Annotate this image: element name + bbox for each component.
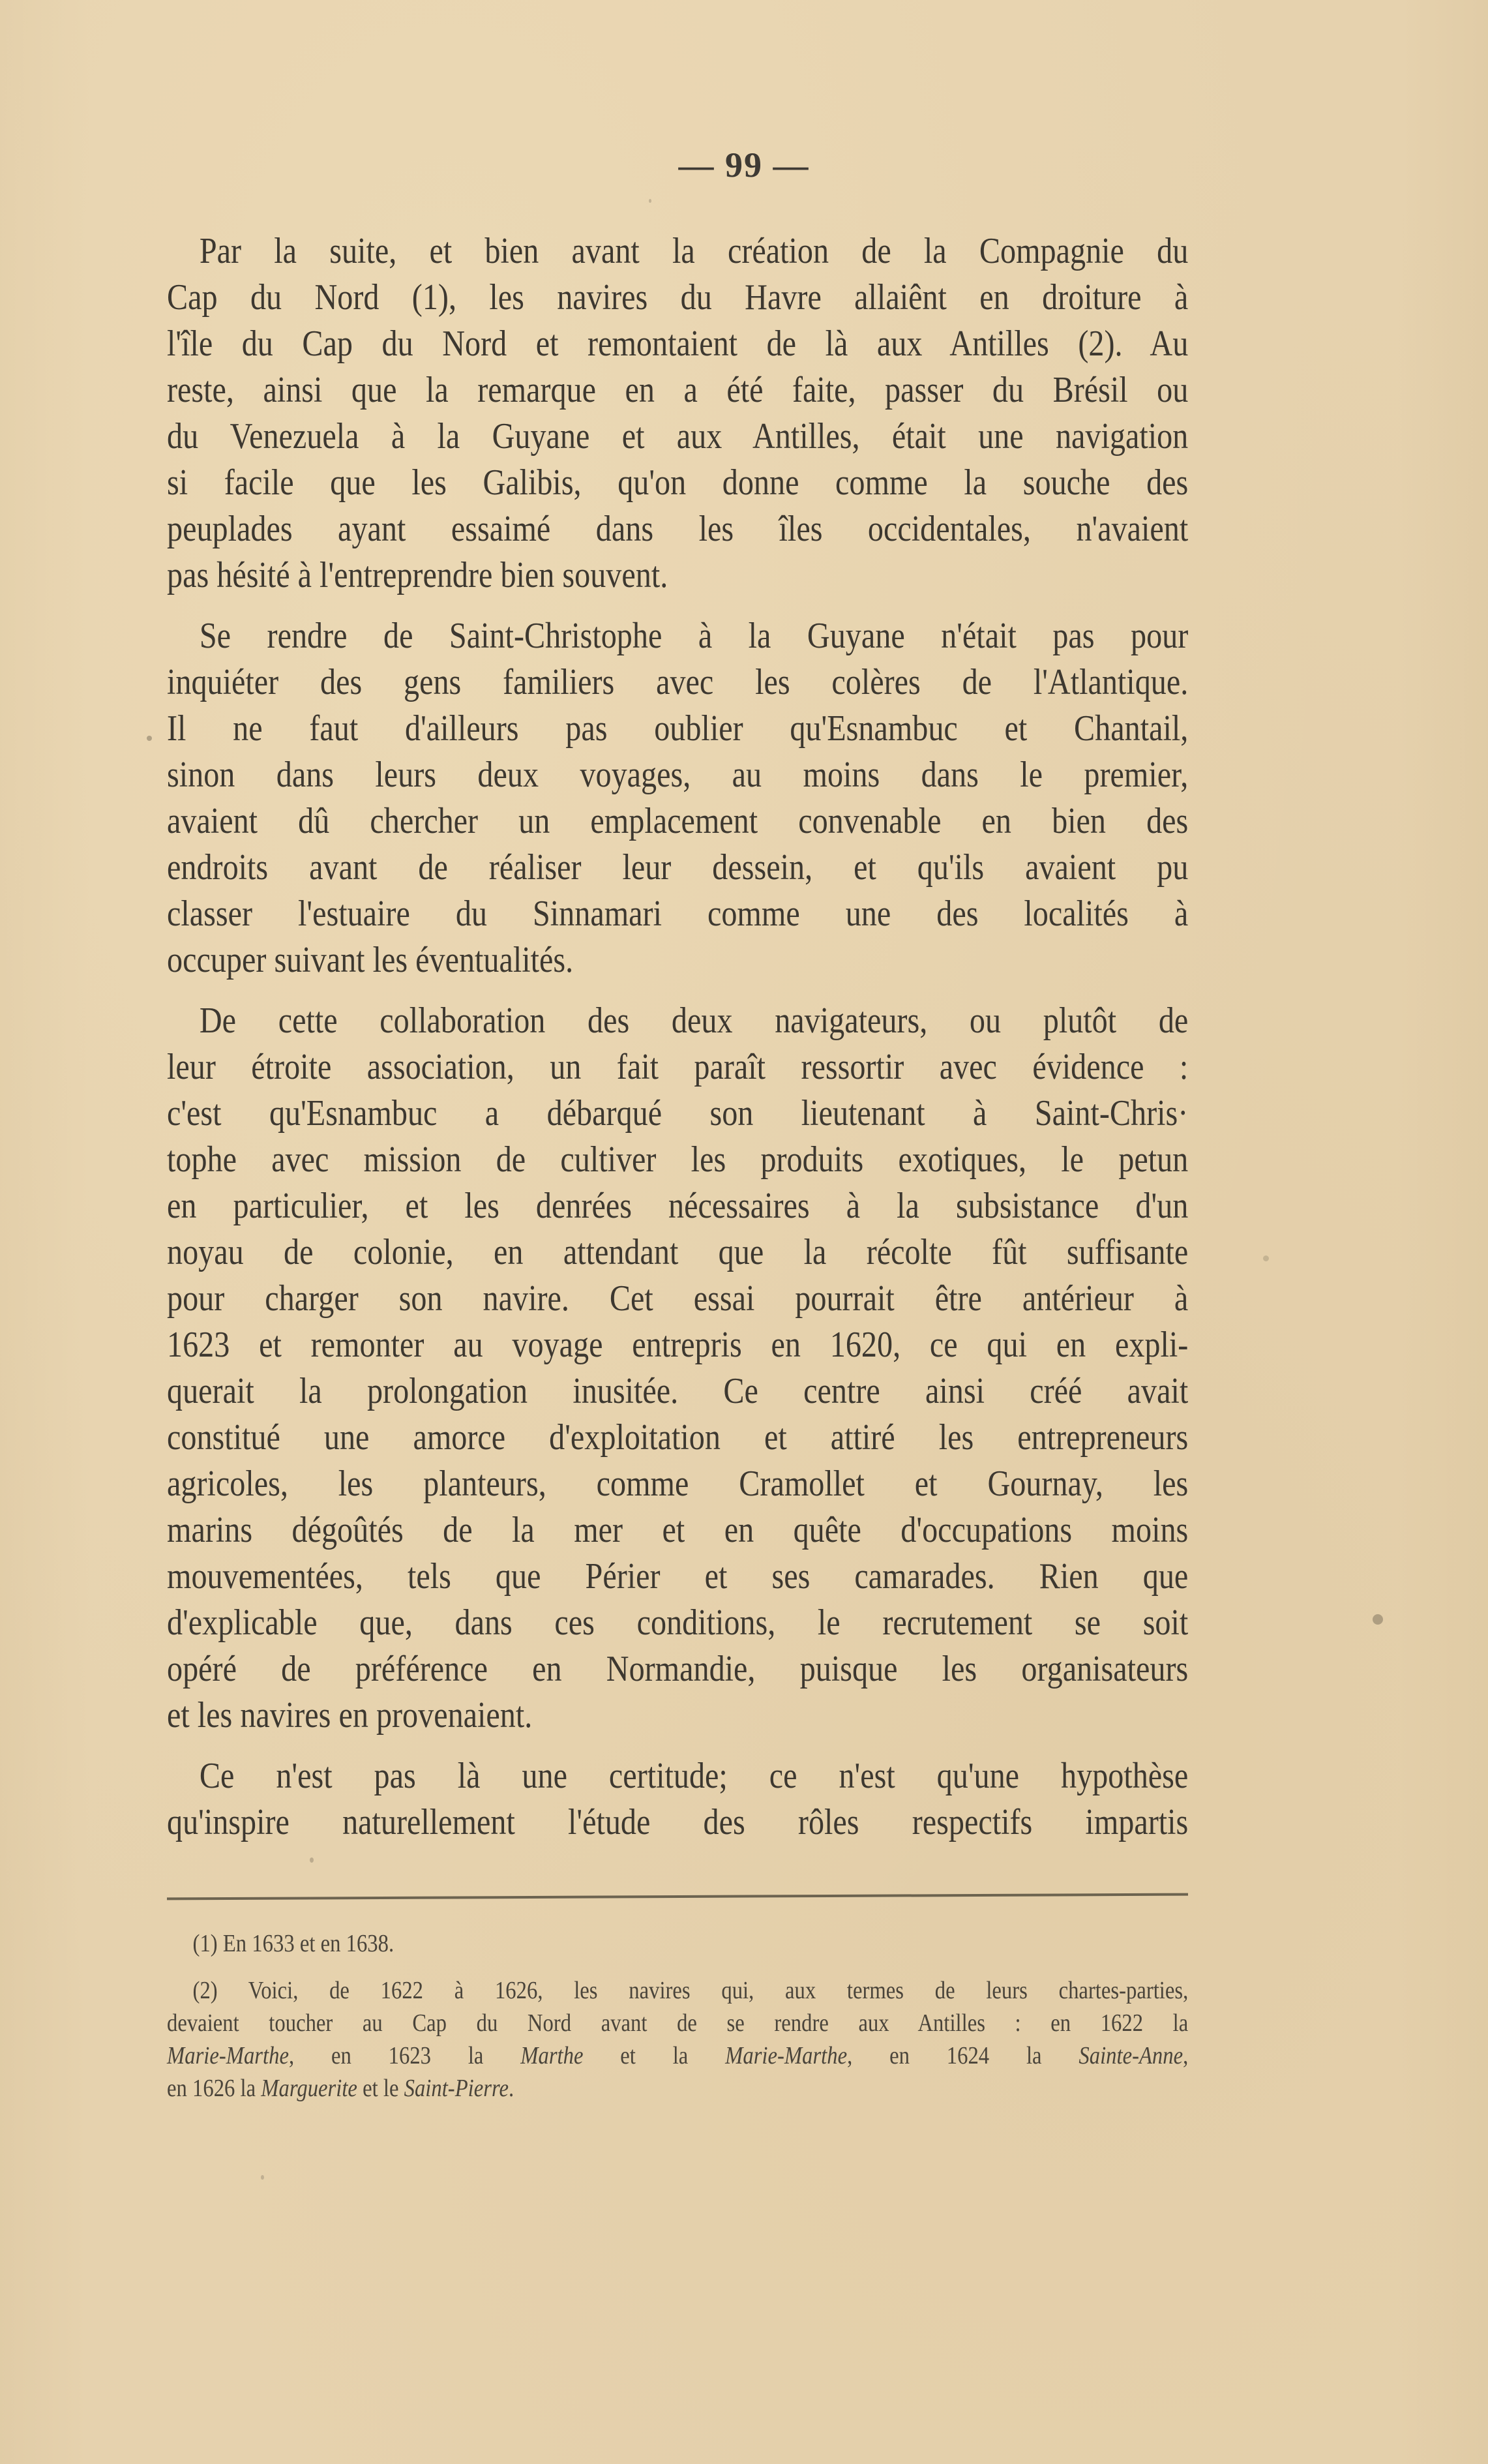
footnote-text: , en 1623 la [288,2042,521,2069]
footnote-text: . [508,2075,514,2102]
paper-speck [261,2175,264,2180]
footnote-line [167,2039,1188,2072]
text-line: d'explicable que, dans ces conditions, le recrutement se soit [167,1602,1189,1643]
ship-name: Marguerite [261,2075,357,2102]
text-line: marins dégoûtés de la mer et en quête d'occupations moins [167,1510,1189,1550]
paper-speck [649,199,651,203]
text-line: Ce n'est pas là une certitude; ce n'est qu'une hypothèse [199,1756,1189,1796]
footnote-text: devaient toucher au Cap du Nord avant de se rendre aux Antilles : en 1622 la [167,2009,1189,2037]
text-line: 1623 et remonter au voyage entrepris en 1620, ce qui en expli- [167,1325,1189,1365]
ship-name: Marie-Marthe [167,2042,289,2069]
footnote-text: (2) Voici, de 1622 à 1626, les navires qui, aux termes de leurs chartes-parties, [192,1977,1189,2004]
footnote-1 [167,1927,1188,1960]
text-line: qu'inspire naturellement l'étude des rôles respectifs impartis [167,1802,1189,1842]
text-line: Il ne faut d'ailleurs pas oublier qu'Esnambuc et Chantail, [167,708,1189,749]
text-line: querait la prolongation inusitée. Ce centre ainsi créé avait [167,1371,1189,1411]
ship-name: Sainte-Anne [1079,2042,1183,2069]
paper-speck [310,1857,314,1863]
text-line: leur étroite association, un fait paraît ressortir avec évidence : [167,1047,1189,1087]
text-line: tophe avec mission de cultiver les produits exotiques, le petun [167,1139,1189,1180]
text-line: agricoles, les planteurs, comme Cramollet et Gournay, les [167,1464,1189,1504]
text-line: endroits avant de réaliser leur dessein, et qu'ils avaient pu [167,847,1189,888]
text-line: mouvementées, tels que Périer et ses camarades. Rien que [167,1556,1189,1597]
footnote-line [167,1927,1188,1960]
footnote-2 [167,1974,1188,2105]
paragraph [167,998,1188,1739]
text-line: De cette collaboration des deux navigateurs, ou plutôt de [199,1000,1189,1041]
text-line: pour charger son navire. Cet essai pourrait être antérieur à [167,1278,1189,1319]
text-line: classer l'estuaire du Sinnamari comme une des localités à [167,894,1189,934]
text-line: en particulier, et les denrées nécessaires à la subsistance d'un [167,1186,1189,1226]
text-line: opéré de préférence en Normandie, puisque les organisateurs [167,1649,1189,1689]
ship-name: Saint-Pierre [404,2075,509,2102]
text-line: du Venezuela à la Guyane et aux Antilles, était une navigation [167,416,1189,457]
footnote-text: et le [357,2075,404,2102]
text-line: sinon dans leurs deux voyages, au moins dans le premier, [167,755,1189,795]
text-line: Par la suite, et bien avant la création de la Compagnie du [199,231,1189,271]
text-line: constitué une amorce d'exploitation et attiré les entrepreneurs [167,1417,1189,1458]
text-line: avaient dû chercher un emplacement convenable en bien des [167,801,1189,841]
ship-name: Marie-Marthe [725,2042,848,2069]
paper-speck [1263,1255,1269,1261]
footnote-text: , [1183,2042,1189,2069]
footnote-line [167,1974,1188,2007]
footnote-line [167,2072,1188,2105]
text-line: noyau de colonie, en attendant que la récolte fût suffisante [167,1232,1189,1272]
text-line: Se rendre de Saint-Christophe à la Guyane n'était pas pour [199,616,1189,656]
text-line: pas hésité à l'entreprendre bien souvent. [167,555,668,595]
paragraph [167,613,1188,984]
text-line: peuplades ayant essaimé dans les îles occidentales, n'avaient [167,509,1189,549]
ship-name: Marthe [520,2042,584,2069]
body-text [167,228,1188,1860]
page-number: — 99 — [678,145,810,185]
text-line: inquiéter des gens familiers avec les colères de l'Atlantique. [167,662,1189,702]
footnote-line [167,2007,1188,2039]
footnotes [167,1927,1188,2105]
footnote-text: (1) En 1633 et en 1638. [192,1930,394,1957]
footnote-text: , en 1624 la [847,2042,1079,2069]
paper-speck [147,736,152,741]
paper-speck [1373,1614,1383,1625]
paragraph [167,1753,1188,1846]
footnote-divider [167,1893,1188,1901]
footnote-text: et la [583,2042,726,2069]
text-line: et les navires en provenaient. [167,1695,533,1735]
text-line: reste, ainsi que la remarque en a été faite, passer du Brésil ou [167,370,1189,410]
text-line: Cap du Nord (1), les navires du Havre allaiênt en droiture à [167,277,1189,318]
text-line: c'est qu'Esnambuc a débarqué son lieutenant à Saint-Chris· [167,1093,1189,1134]
text-line: occuper suivant les éventualités. [167,940,574,980]
paragraph [167,228,1188,599]
text-line: si facile que les Galibis, qu'on donne comme la souche des [167,462,1189,503]
footnote-text: en 1626 la [167,2075,261,2102]
text-line: l'île du Cap du Nord et remontaient de là aux Antilles (2). Au [167,323,1189,364]
